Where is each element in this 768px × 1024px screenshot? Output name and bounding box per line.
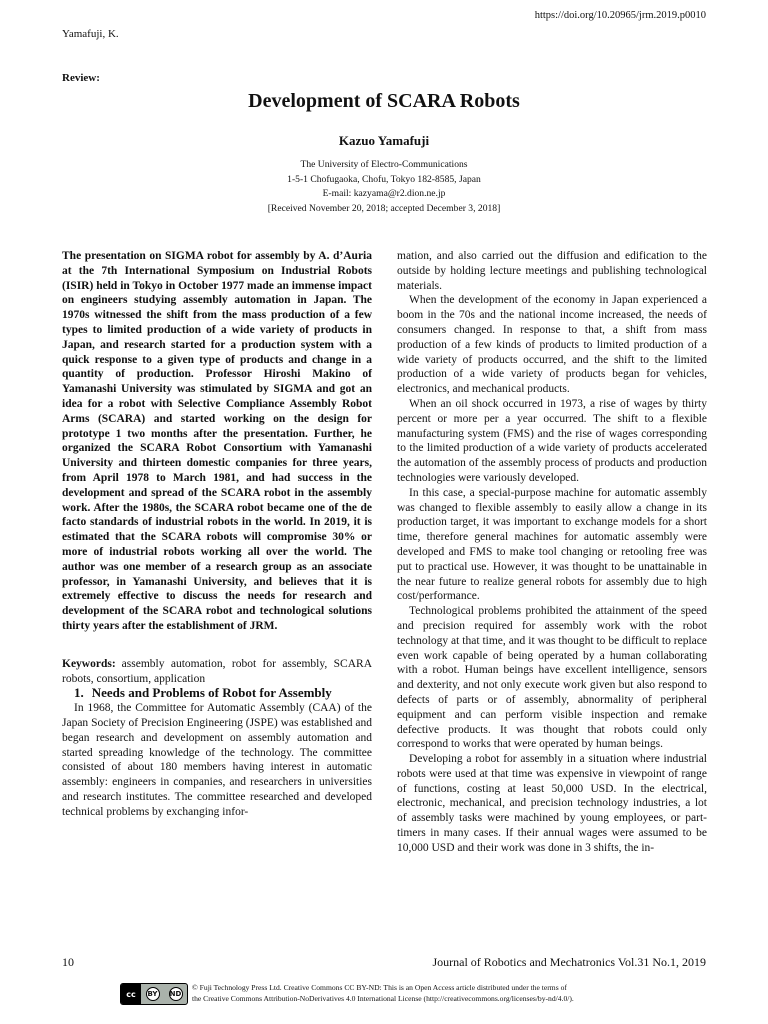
license-text: [192, 983, 662, 1004]
nd-icon: ND: [169, 987, 183, 1001]
article-author: Kazuo Yamafuji: [338, 133, 430, 148]
doi-link[interactable]: https://doi.org/10.20965/jrm.2019.p0010: [534, 10, 706, 21]
journal-citation: Journal of Robotics and Mechatronics Vol.31 No.1, 2019: [432, 955, 706, 969]
keywords-label: Keywords:: [62, 657, 116, 670]
paragraph: When an oil shock occurred in 1973, a rise of wages by thirty percent or more per a year occurred. The shift to a flexible manufacturing system (FMS) and the rise of wages corresponding to the limited production of a wide variety of products accelerated the automation of the assembly process of products and production technologies were variously developed.: [397, 397, 707, 484]
affiliation-address: 1-5-1 Chofugaoka, Chofu, Tokyo 182-8585, Japan: [287, 173, 481, 185]
page-number: 10: [62, 955, 74, 969]
cc-license-badge[interactable]: [120, 983, 188, 1005]
paragraph: In this case, a special-purpose machine for automatic assembly was changed to flexible assembly to easily allow a change in its production target, it was important to exchange models for a short time, therefore general machines for automatic assembly were developed and FMS to make tool changing or retooling free was put to practical use. However, it was thought to be unattainable in the near future to realize general robots for assembly due to high cost/performance.: [397, 486, 707, 603]
keywords-text: assembly automation, robot for assembly, SCARA robots, consortium, application: [62, 657, 372, 685]
section-heading: [62, 686, 372, 701]
paragraph: When the development of the economy in Japan experienced a boom in the 70s and the national income increased, the needs of consumers changed. In response to that, a shift from mass production of a few kinds of products to limited production of a wide variety of products occurred, and the shift to the limited production of a wide variety of products began for vehicles, electronics, and mechanical products.: [397, 294, 707, 396]
keywords: [62, 657, 372, 687]
paragraph: Developing a robot for assembly in a situation where industrial robots were used at that time was expensive in viewpoint of range of functions, costing at least 50,000 USD. In the electrical, electronic, mechanical, and precision technology industries, a lot of assembly tasks were machined by young employees, or part-timers in many cases. If their annual wages were assumed to be 10,000 USD and their work was done in 3 shifts, the in-: [397, 753, 707, 854]
affiliation-university: The University of Electro-Communications: [300, 159, 468, 170]
left-column: [62, 249, 372, 819]
paragraph: Technological problems prohibited the attainment of the speed and precision required for assembly work with the robot technology at that time, and it was thought to be difficult to replace even work capable of being operated by a human collaborating with a robot. Human beings have excellent intelligence, sensors and dexterity, and not only execute work given but also respond to defects of parts or of assembly, abnormality of peripheral equipment and can perform visible inspection and remake defective products. It was thought that robots could only correspond to works that were operated by human beings.: [397, 605, 707, 751]
cc-icon: cc: [121, 984, 141, 1004]
section-number: 1.: [74, 685, 84, 701]
abstract: The presentation on SIGMA robot for assembly by A. d’Auria at the 7th International Symposium on Industrial Robots (ISIR) held in Tokyo in October 1977 made an immense impact on engineers studying assembly automation in Japan. The 1970s witnessed the shift from the mass production of a few types to limited production of a wide variety of products in Japan, and research started for a production system with a quick response to a given type of products and change in a quantity of production. Professor Hiroshi Makino of Yamanashi University was stimulated by SIGMA and got an idea for a robot with Selective Compliance Assembly Robot Arms (SCARA) and started working on the design for prototype 1 two months after the presentation. Further, he organized the SCARA Robot Consortium with Yamanashi University and thirteen domestic companies for three years, from April 1978 to March 1981, and had success in the development and spread of the SCARA robot in the assembly work. After the 1980s, the SCARA robot became one of the de facto standards of industrial robots in the world. In 2019, it is estimated that the SCARA robots will compromise 30% or more of industrial robots working all over the world. The author was one member of a research group as an associate professor, in Yamanashi University, and believes that it is extremely effective to discuss the needs for research and development of the SCARA robot and technological solutions thirty years after the establishment of JRM.: [62, 250, 372, 632]
affiliation-email[interactable]: E-mail: kazyama@r2.dion.ne.jp: [322, 188, 446, 199]
affiliation-block: [0, 158, 768, 216]
article-title: Development of SCARA Robots: [248, 90, 520, 112]
article-type-label: Review:: [62, 72, 100, 84]
by-icon: BY: [146, 987, 160, 1001]
paragraph: In 1968, the Committee for Automatic Assembly (CAA) of the Japan Society of Precision Engineering (JSPE) was established and began research and development on assembly automation and started spreading knowledge of the technology. The committee consisted of about 180 members having interest in automatic assembly: engineers in companies, and researchers in universities and research institutes. The committee researched and developed technical problems by exchanging infor-: [62, 702, 372, 818]
received-dates: [Received November 20, 2018; accepted December 3, 2018]: [267, 202, 501, 214]
right-column: [397, 249, 707, 856]
section-title: Needs and Problems of Robot for Assembly: [91, 685, 332, 701]
running-author: Yamafuji, K.: [62, 28, 119, 40]
license-line: © Fuji Technology Press Ltd. Creative Commons CC BY-ND: This is an Open Access article distributed under the terms of: [192, 983, 567, 992]
paragraph: mation, and also carried out the diffusion and edification to the outside by holding lecture meetings and publishing technological materials.: [397, 250, 707, 292]
license-line[interactable]: the Creative Commons Attribution-NoDerivatives 4.0 International License (http://creativecommons.org/licenses/by-nd/4.0/).: [192, 993, 574, 1003]
